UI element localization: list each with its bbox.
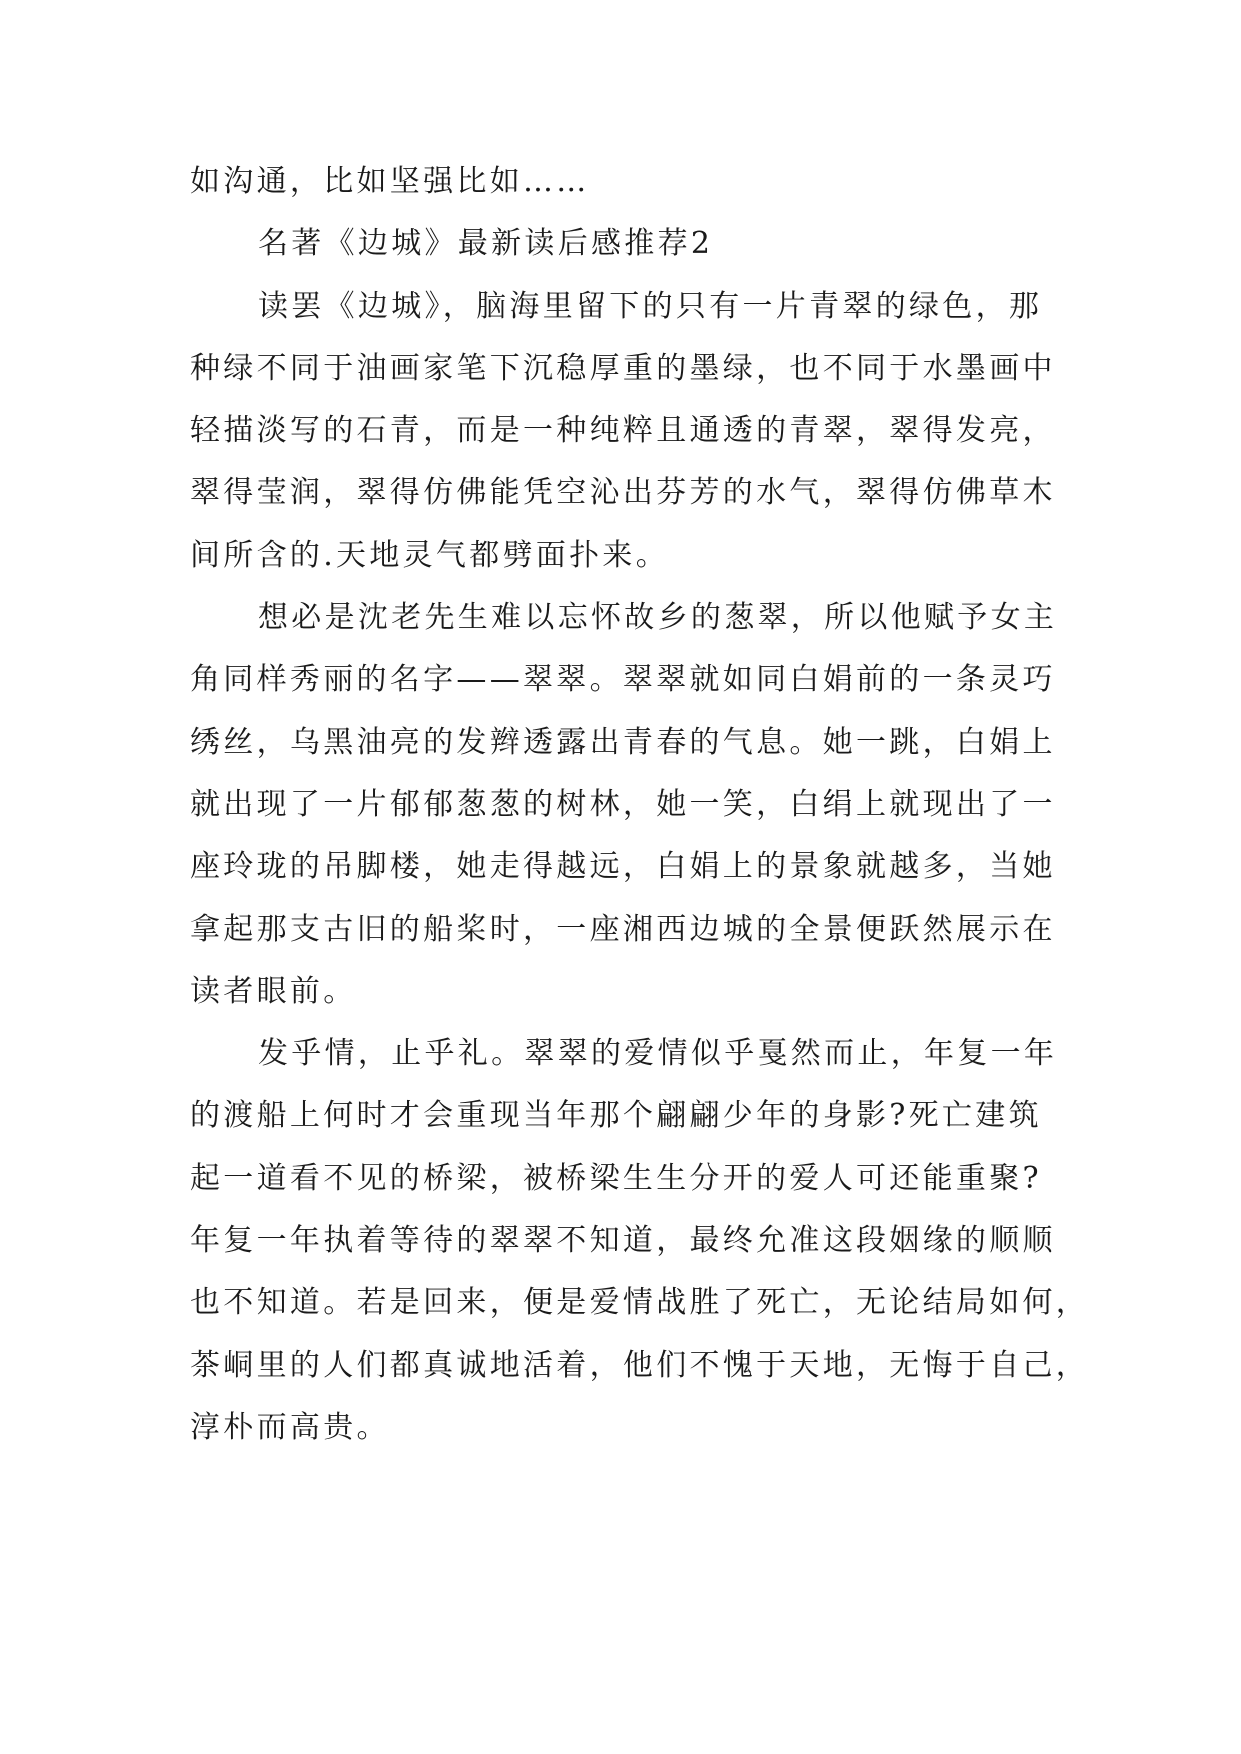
section-heading: 名著《边城》最新读后感推荐2 [258, 226, 714, 262]
paragraph-line: 发乎情，止乎礼。翠翠的爱情似乎戛然而止，年复一年 [258, 1036, 1058, 1072]
paragraph-line: 间所含的.天地灵气都劈面扑来。 [190, 537, 670, 573]
paragraph-line: 就出现了一片郁郁葱葱的树林，她一笑，白绢上就现出了一 [190, 786, 1056, 822]
paragraph-line: 年复一年执着等待的翠翠不知道，最终允准这段姻缘的顺顺 [190, 1223, 1056, 1259]
body-text [190, 160, 1090, 1468]
paragraph-line: 也不知道。若是回来，便是爱情战胜了死亡，无论结局如何， [190, 1285, 1090, 1321]
paragraph-line: 种绿不同于油画家笔下沉稳厚重的墨绿，也不同于水墨画中 [190, 350, 1056, 386]
paragraph-line: 读罢《边城》，脑海里留下的只有一片青翠的绿色，那 [258, 288, 1043, 324]
paragraph-line: 轻描淡写的石青，而是一种纯粹且通透的青翠，翠得发亮， [190, 413, 1056, 449]
paragraph-line: 翠得莹润，翠得仿佛能凭空沁出芬芳的水气，翠得仿佛草木 [190, 475, 1056, 511]
paragraph-line: 淳朴而高贵。 [190, 1409, 390, 1445]
paragraph-line: 读者眼前。 [190, 973, 357, 1009]
paragraph-line: 的渡船上何时才会重现当年那个翩翩少年的身影?死亡建筑 [190, 1098, 1042, 1134]
paragraph-line: 拿起那支古旧的船桨时，一座湘西边城的全景便跃然展示在 [190, 911, 1056, 947]
paragraph-line: 绣丝，乌黑油亮的发辫透露出青春的气息。她一跳，白娟上 [190, 724, 1056, 760]
paragraph-line: 角同样秀丽的名字——翠翠。翠翠就如同白娟前的一条灵巧 [190, 662, 1056, 698]
paragraph-line: 想必是沈老先生难以忘怀故乡的葱翠，所以他赋予女主 [258, 600, 1058, 636]
paragraph-line: 茶峒里的人们都真诚地活着，他们不愧于天地，无悔于自己， [190, 1347, 1090, 1383]
text-line: 如沟通，比如坚强比如…… [190, 164, 590, 199]
paragraph-line: 起一道看不见的桥梁，被桥梁生生分开的爱人可还能重聚? [190, 1160, 1042, 1196]
paragraph-line: 座玲珑的吊脚楼，她走得越远，白娟上的景象就越多，当她 [190, 849, 1056, 885]
